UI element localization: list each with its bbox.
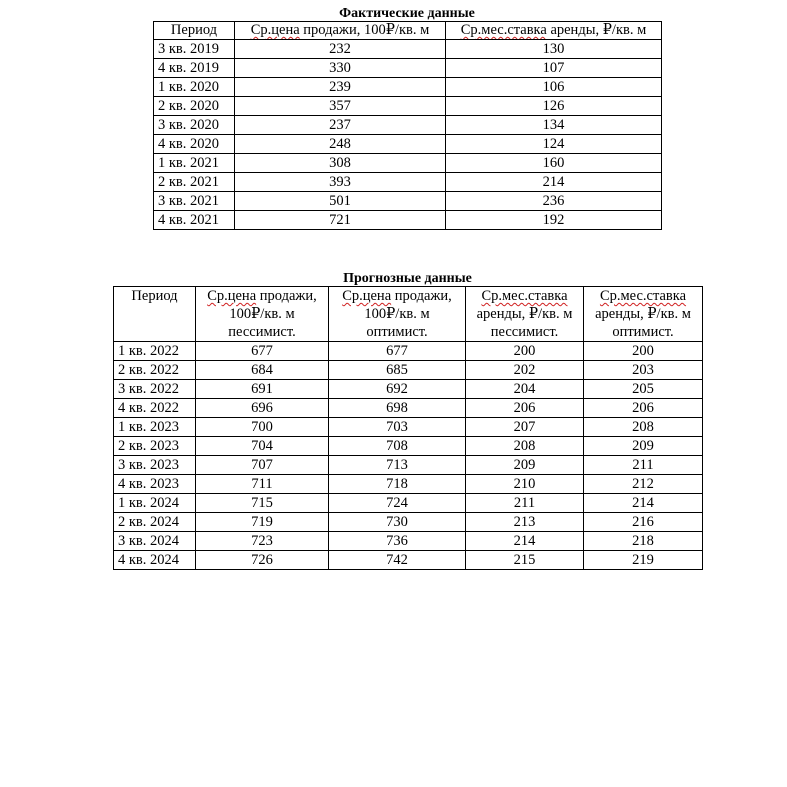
forecast-header-rent-pessimistic: Ср.мес.ставка аренды, ₽/кв. м пессимист.: [466, 287, 584, 342]
forecast-cell-price-opt: 685: [329, 361, 466, 380]
forecast-header-price-pessimistic: Ср.цена продажи, 100₽/кв. м пессимист.: [196, 287, 329, 342]
actual-cell-period: 3 кв. 2019: [154, 40, 235, 59]
forecast-cell-rent-opt: 209: [584, 437, 703, 456]
forecast-cell-period: 2 кв. 2023: [114, 437, 196, 456]
actual-cell-period: 2 кв. 2021: [154, 173, 235, 192]
forecast-table-row: [114, 418, 703, 437]
forecast-cell-rent-opt: 216: [584, 513, 703, 532]
forecast-cell-rent-opt: 211: [584, 456, 703, 475]
forecast-header-rent-optimistic: Ср.мес.ставка аренды, ₽/кв. м оптимист.: [584, 287, 703, 342]
actual-table-row: [154, 173, 662, 192]
forecast-table-row: [114, 342, 703, 361]
actual-cell-rent: 214: [446, 173, 662, 192]
forecast-cell-period: 2 кв. 2022: [114, 361, 196, 380]
forecast-table-row: [114, 456, 703, 475]
forecast-cell-rent-pess: 211: [466, 494, 584, 513]
forecast-cell-period: 4 кв. 2022: [114, 399, 196, 418]
forecast-table-row: [114, 532, 703, 551]
forecast-cell-period: 2 кв. 2024: [114, 513, 196, 532]
forecast-cell-price-pess: 726: [196, 551, 329, 570]
forecast-cell-price-pess: 707: [196, 456, 329, 475]
actual-header-price: Ср.цена продажи, 100₽/кв. м: [235, 22, 446, 40]
forecast-cell-period: 1 кв. 2024: [114, 494, 196, 513]
forecast-cell-period: 1 кв. 2022: [114, 342, 196, 361]
actual-table-row: [154, 192, 662, 211]
forecast-data-section: [113, 272, 702, 570]
actual-cell-price: 721: [235, 211, 446, 230]
actual-header-row: [154, 22, 662, 40]
forecast-cell-rent-opt: 206: [584, 399, 703, 418]
forecast-cell-period: 3 кв. 2022: [114, 380, 196, 399]
forecast-cell-price-pess: 723: [196, 532, 329, 551]
forecast-cell-price-opt: 692: [329, 380, 466, 399]
actual-cell-rent: 236: [446, 192, 662, 211]
forecast-cell-rent-pess: 209: [466, 456, 584, 475]
forecast-cell-price-pess: 711: [196, 475, 329, 494]
actual-cell-period: 3 кв. 2021: [154, 192, 235, 211]
forecast-table-row: [114, 513, 703, 532]
actual-cell-period: 1 кв. 2020: [154, 78, 235, 97]
actual-cell-rent: 160: [446, 154, 662, 173]
forecast-cell-price-opt: 724: [329, 494, 466, 513]
forecast-cell-rent-pess: 204: [466, 380, 584, 399]
forecast-table-row: [114, 494, 703, 513]
forecast-table-row: [114, 361, 703, 380]
actual-cell-price: 501: [235, 192, 446, 211]
actual-table-row: [154, 97, 662, 116]
forecast-cell-price-opt: 708: [329, 437, 466, 456]
forecast-table-row: [114, 437, 703, 456]
actual-cell-period: 4 кв. 2019: [154, 59, 235, 78]
forecast-header-period: Период: [114, 287, 196, 342]
actual-cell-price: 357: [235, 97, 446, 116]
actual-table-row: [154, 116, 662, 135]
actual-header-period: Период: [154, 22, 235, 40]
forecast-cell-rent-pess: 208: [466, 437, 584, 456]
actual-cell-rent: 134: [446, 116, 662, 135]
forecast-cell-price-pess: 696: [196, 399, 329, 418]
forecast-table-row: [114, 380, 703, 399]
forecast-cell-rent-pess: 207: [466, 418, 584, 437]
forecast-cell-rent-pess: 200: [466, 342, 584, 361]
forecast-cell-price-opt: 698: [329, 399, 466, 418]
actual-cell-price: 232: [235, 40, 446, 59]
forecast-cell-period: 3 кв. 2023: [114, 456, 196, 475]
forecast-cell-rent-opt: 203: [584, 361, 703, 380]
forecast-cell-price-pess: 700: [196, 418, 329, 437]
forecast-cell-price-pess: 704: [196, 437, 329, 456]
actual-cell-period: 3 кв. 2020: [154, 116, 235, 135]
actual-cell-price: 330: [235, 59, 446, 78]
forecast-cell-price-opt: 713: [329, 456, 466, 475]
forecast-cell-price-opt: 703: [329, 418, 466, 437]
forecast-cell-rent-opt: 219: [584, 551, 703, 570]
actual-cell-rent: 106: [446, 78, 662, 97]
forecast-cell-price-opt: 736: [329, 532, 466, 551]
actual-data-table: [153, 21, 662, 230]
forecast-cell-price-pess: 677: [196, 342, 329, 361]
forecast-cell-price-pess: 715: [196, 494, 329, 513]
forecast-cell-rent-opt: 214: [584, 494, 703, 513]
forecast-header-row: [114, 287, 703, 342]
actual-cell-rent: 124: [446, 135, 662, 154]
forecast-data-table: [113, 286, 703, 570]
forecast-cell-period: 1 кв. 2023: [114, 418, 196, 437]
actual-table-row: [154, 154, 662, 173]
forecast-cell-period: 4 кв. 2024: [114, 551, 196, 570]
actual-cell-period: 2 кв. 2020: [154, 97, 235, 116]
forecast-cell-rent-pess: 206: [466, 399, 584, 418]
forecast-header-price-optimistic: Ср.цена продажи, 100₽/кв. м оптимист.: [329, 287, 466, 342]
forecast-table-row: [114, 475, 703, 494]
forecast-table-row: [114, 551, 703, 570]
forecast-cell-rent-pess: 210: [466, 475, 584, 494]
forecast-table-body: [114, 342, 703, 570]
forecast-cell-price-opt: 742: [329, 551, 466, 570]
actual-cell-price: 393: [235, 173, 446, 192]
actual-header-rent: Ср.мес.ставка аренды, ₽/кв. м: [446, 22, 662, 40]
actual-cell-price: 248: [235, 135, 446, 154]
forecast-cell-rent-opt: 218: [584, 532, 703, 551]
actual-cell-rent: 192: [446, 211, 662, 230]
actual-cell-price: 308: [235, 154, 446, 173]
forecast-cell-price-opt: 677: [329, 342, 466, 361]
forecast-cell-period: 3 кв. 2024: [114, 532, 196, 551]
actual-cell-rent: 107: [446, 59, 662, 78]
forecast-cell-rent-pess: 215: [466, 551, 584, 570]
actual-cell-price: 237: [235, 116, 446, 135]
forecast-cell-price-pess: 719: [196, 513, 329, 532]
forecast-cell-rent-pess: 214: [466, 532, 584, 551]
actual-data-section: [153, 7, 661, 230]
actual-data-title: Фактические данные: [339, 6, 475, 21]
forecast-table-row: [114, 399, 703, 418]
forecast-cell-price-opt: 730: [329, 513, 466, 532]
actual-cell-period: 4 кв. 2020: [154, 135, 235, 154]
actual-cell-period: 4 кв. 2021: [154, 211, 235, 230]
actual-cell-rent: 130: [446, 40, 662, 59]
actual-cell-period: 1 кв. 2021: [154, 154, 235, 173]
forecast-cell-rent-opt: 200: [584, 342, 703, 361]
actual-table-row: [154, 211, 662, 230]
actual-cell-price: 239: [235, 78, 446, 97]
forecast-cell-price-pess: 691: [196, 380, 329, 399]
forecast-data-title: Прогнозные данные: [343, 271, 472, 286]
forecast-cell-rent-opt: 205: [584, 380, 703, 399]
actual-table-row: [154, 78, 662, 97]
forecast-cell-price-opt: 718: [329, 475, 466, 494]
actual-table-body: [154, 40, 662, 230]
actual-cell-rent: 126: [446, 97, 662, 116]
actual-table-row: [154, 59, 662, 78]
forecast-cell-rent-opt: 212: [584, 475, 703, 494]
actual-table-row: [154, 135, 662, 154]
forecast-cell-price-pess: 684: [196, 361, 329, 380]
actual-table-row: [154, 40, 662, 59]
forecast-cell-rent-pess: 202: [466, 361, 584, 380]
forecast-cell-rent-pess: 213: [466, 513, 584, 532]
forecast-cell-period: 4 кв. 2023: [114, 475, 196, 494]
forecast-cell-rent-opt: 208: [584, 418, 703, 437]
